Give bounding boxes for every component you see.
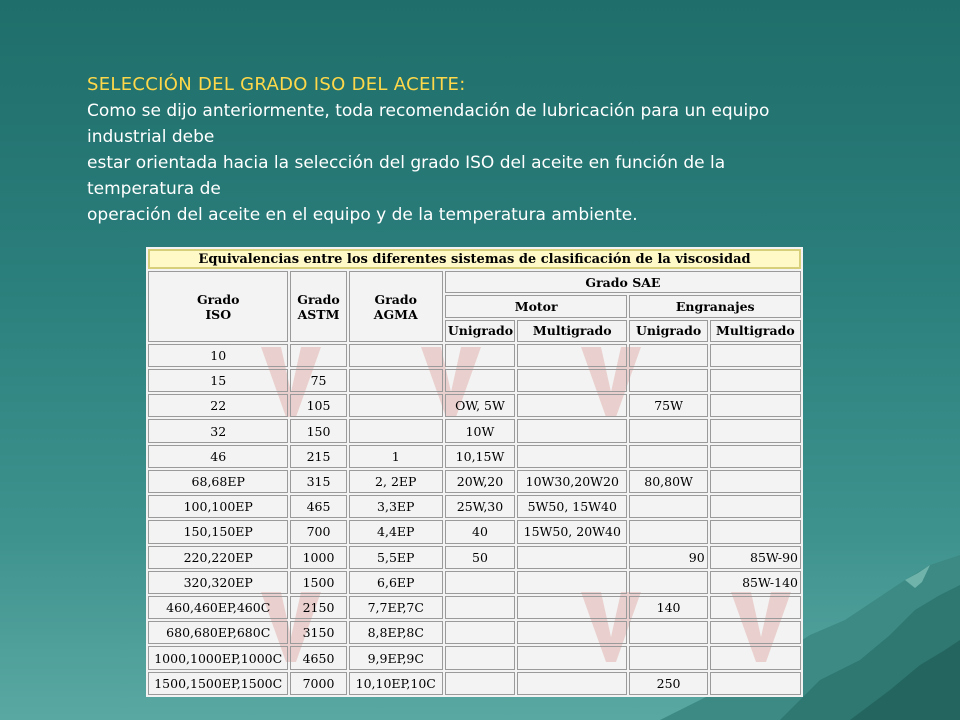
cell-agma: [349, 369, 443, 392]
cell-agma: 10,10EP,10C: [349, 672, 443, 695]
header-iso-line1: Grado: [196, 291, 240, 307]
cell-motor-multigrado: 5W50, 15W40: [517, 495, 627, 518]
cell-iso: 22: [148, 394, 288, 417]
table-row: [148, 369, 801, 392]
cell-iso: 15: [148, 369, 288, 392]
cell-motor-multigrado: [517, 344, 627, 367]
cell-agma: 8,8EP,8C: [349, 621, 443, 644]
cell-eng-multigrado: [710, 419, 801, 442]
cell-iso: 680,680EP,680C: [148, 621, 288, 644]
cell-motor-unigrado: [445, 369, 515, 392]
cell-astm: 1000: [290, 546, 346, 569]
slide-text: [87, 72, 887, 228]
cell-motor-multigrado: [517, 646, 627, 669]
cell-motor-unigrado: 50: [445, 546, 515, 569]
header-agma-line1: Grado: [374, 291, 417, 307]
cell-eng-unigrado: [629, 344, 707, 367]
cell-iso: 460,460EP,460C: [148, 596, 288, 619]
cell-motor-unigrado: [445, 672, 515, 695]
table-row: [148, 571, 801, 594]
cell-eng-multigrado: [710, 495, 801, 518]
cell-motor-multigrado: [517, 672, 627, 695]
cell-eng-multigrado: [710, 344, 801, 367]
cell-eng-multigrado: [710, 672, 801, 695]
cell-eng-unigrado: [629, 571, 707, 594]
cell-eng-unigrado: [629, 419, 707, 442]
cell-astm: 465: [290, 495, 346, 518]
table-row: [148, 344, 801, 367]
slide-line-3: estar orientada hacia la selección del grado ISO del aceite en función de la: [87, 153, 726, 173]
cell-eng-multigrado: [710, 470, 801, 493]
cell-agma: 3,3EP: [349, 495, 443, 518]
cell-motor-unigrado: [445, 646, 515, 669]
cell-eng-multigrado: [710, 646, 801, 669]
cell-astm: 4650: [290, 646, 346, 669]
cell-motor-multigrado: [517, 571, 627, 594]
cell-eng-unigrado: 75W: [629, 394, 707, 417]
cell-iso: 32: [148, 419, 288, 442]
header-iso-line2: ISO: [205, 306, 232, 322]
cell-eng-unigrado: 80,80W: [629, 470, 707, 493]
cell-astm: 700: [290, 520, 346, 543]
cell-eng-unigrado: [629, 621, 707, 644]
cell-astm: 1500: [290, 571, 346, 594]
cell-eng-unigrado: [629, 369, 707, 392]
table-row: [148, 495, 801, 518]
slide-line-1: Como se dijo anteriormente, toda recomendación de lubricación para un equipo: [87, 101, 770, 121]
cell-motor-multigrado: [517, 419, 627, 442]
cell-eng-multigrado: [710, 445, 801, 468]
cell-eng-multigrado: 85W-90: [710, 546, 801, 569]
cell-motor-unigrado: [445, 344, 515, 367]
cell-astm: 215: [290, 445, 346, 468]
cell-motor-unigrado: [445, 596, 515, 619]
table-row: [148, 520, 801, 543]
cell-motor-multigrado: [517, 394, 627, 417]
table-row: [148, 621, 801, 644]
cell-eng-multigrado: 85W-140: [710, 571, 801, 594]
viscosity-table: [146, 247, 803, 697]
cell-eng-unigrado: [629, 445, 707, 468]
cell-iso: 220,220EP: [148, 546, 288, 569]
cell-motor-multigrado: [517, 445, 627, 468]
cell-eng-unigrado: 90: [629, 546, 707, 569]
cell-motor-unigrado: OW, 5W: [445, 394, 515, 417]
cell-eng-multigrado: [710, 394, 801, 417]
cell-iso: 10: [148, 344, 288, 367]
cell-iso: 1500,1500EP,1500C: [148, 672, 288, 695]
cell-agma: [349, 394, 443, 417]
table-caption: Equivalencias entre los diferentes sistemas de clasificación de la viscosidad: [148, 249, 801, 269]
cell-agma: 4,4EP: [349, 520, 443, 543]
cell-motor-unigrado: 10W: [445, 419, 515, 442]
cell-astm: 75: [290, 369, 346, 392]
cell-eng-unigrado: 250: [629, 672, 707, 695]
cell-agma: 6,6EP: [349, 571, 443, 594]
cell-agma: 1: [349, 445, 443, 468]
cell-iso: 46: [148, 445, 288, 468]
cell-astm: 315: [290, 470, 346, 493]
cell-eng-multigrado: [710, 621, 801, 644]
table-row: [148, 394, 801, 417]
cell-eng-unigrado: [629, 495, 707, 518]
table-row: [148, 419, 801, 442]
slide-line-4: temperatura de: [87, 179, 221, 199]
cell-iso: 320,320EP: [148, 571, 288, 594]
header-eng-multigrado: Multigrado: [710, 320, 801, 342]
table-row: [148, 672, 801, 695]
cell-astm: [290, 344, 346, 367]
cell-eng-unigrado: [629, 520, 707, 543]
header-engranajes: Engranajes: [629, 295, 801, 317]
table-row: [148, 646, 801, 669]
header-iso: [148, 271, 288, 342]
slide-heading: SELECCIÓN DEL GRADO ISO DEL ACEITE:: [87, 74, 466, 95]
table-body: [148, 344, 801, 695]
cell-astm: 150: [290, 419, 346, 442]
header-astm-line2: ASTM: [297, 306, 340, 322]
cell-agma: [349, 344, 443, 367]
cell-motor-multigrado: 10W30,20W20: [517, 470, 627, 493]
cell-agma: [349, 419, 443, 442]
cell-agma: 2, 2EP: [349, 470, 443, 493]
cell-agma: 7,7EP,7C: [349, 596, 443, 619]
cell-iso: 150,150EP: [148, 520, 288, 543]
cell-eng-multigrado: [710, 596, 801, 619]
table-row: [148, 445, 801, 468]
header-agma-line2: AGMA: [373, 306, 418, 322]
slide-line-2: industrial debe: [87, 127, 215, 147]
table-row: [148, 546, 801, 569]
header-eng-unigrado: Unigrado: [629, 320, 707, 342]
slide-line-5: operación del aceite en el equipo y de la temperatura ambiente.: [87, 205, 638, 225]
cell-astm: 2150: [290, 596, 346, 619]
header-motor: Motor: [445, 295, 628, 317]
cell-agma: 5,5EP: [349, 546, 443, 569]
cell-agma: 9,9EP,9C: [349, 646, 443, 669]
cell-motor-unigrado: 40: [445, 520, 515, 543]
viscosity-table-panel: [146, 247, 803, 697]
header-agma: [349, 271, 443, 342]
cell-motor-multigrado: 15W50, 20W40: [517, 520, 627, 543]
cell-motor-multigrado: [517, 546, 627, 569]
cell-motor-unigrado: 10,15W: [445, 445, 515, 468]
cell-iso: 100,100EP: [148, 495, 288, 518]
header-sae: Grado SAE: [445, 271, 801, 293]
header-astm: [290, 271, 346, 342]
cell-eng-multigrado: [710, 369, 801, 392]
table-row: [148, 470, 801, 493]
cell-motor-unigrado: 25W,30: [445, 495, 515, 518]
cell-motor-unigrado: 20W,20: [445, 470, 515, 493]
cell-motor-multigrado: [517, 369, 627, 392]
cell-motor-multigrado: [517, 621, 627, 644]
table-row: [148, 596, 801, 619]
cell-motor-unigrado: [445, 571, 515, 594]
cell-eng-unigrado: [629, 646, 707, 669]
cell-iso: 1000,1000EP,1000C: [148, 646, 288, 669]
cell-astm: 7000: [290, 672, 346, 695]
cell-astm: 3150: [290, 621, 346, 644]
cell-motor-unigrado: [445, 621, 515, 644]
header-motor-multigrado: Multigrado: [517, 320, 627, 342]
cell-eng-multigrado: [710, 520, 801, 543]
cell-eng-unigrado: 140: [629, 596, 707, 619]
header-motor-unigrado: Unigrado: [445, 320, 515, 342]
header-astm-line1: Grado: [297, 291, 340, 307]
cell-motor-multigrado: [517, 596, 627, 619]
cell-astm: 105: [290, 394, 346, 417]
cell-iso: 68,68EP: [148, 470, 288, 493]
